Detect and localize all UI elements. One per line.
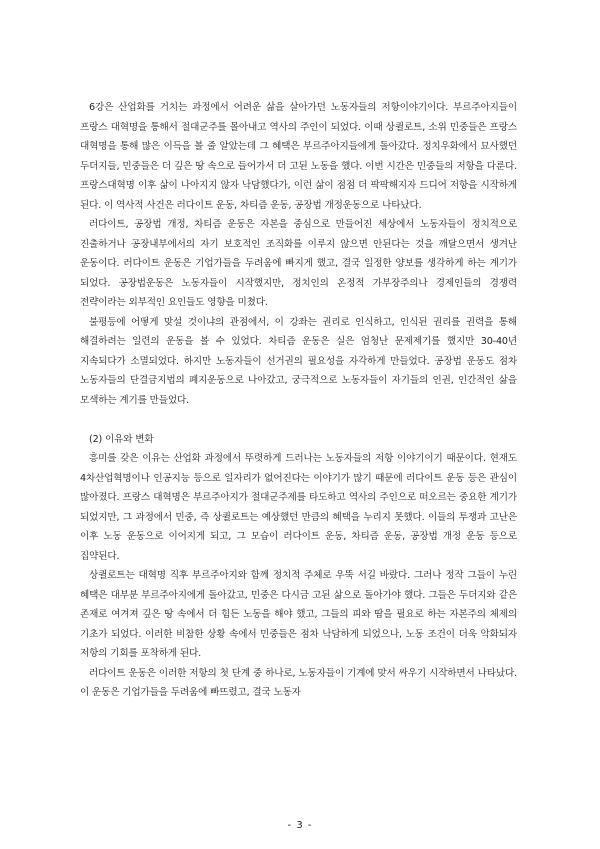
paragraph-gap: [80, 410, 517, 430]
page-number: - 3 -: [287, 820, 313, 831]
section-heading: (2) 이유와 변화: [89, 433, 154, 445]
body-paragraph: 6강은 산업화를 거치는 과정에서 어려운 삶을 살아가던 노동자들의 저항이야기이다. 부르주아지들이 프랑스 대혁명을 통해서 절대군주를 몰아내고 역사의 주인이 되었다. 이때 상퀼로트, 소위 민중들은 프랑스 대혁명을 통해 많은 이득을 볼 줄 알았는데 그 혜택은 부르주아지들에게 돌아갔다. 정치우화에서 묘사했던 두더지들, 민중들은 더 깊은 땅 속으로 들어가서 더 고된 노동을 했다. 이번 시간은 민중들의 저항을 다룬다. 프랑스대혁명 이후 삶이 나아지지 않자 낙담했다가, 이런 삶이 점점 더 팍팍해지자 드디어 저항을 시작하게 된다. 이 역사적 사건은 러다이트 운동, 차티즘 운동, 공장법 개정운동으로 나타났다.: [80, 102, 517, 211]
page-body: [80, 98, 517, 703]
body-paragraph: 러다이트 운동은 이러한 저항의 첫 단계 중 하나로, 노동자들이 기계에 맞서 싸우기 시작하면서 나타났다. 이 운동은 기업가들을 두려움에 빠뜨렸고, 결국 노동자: [80, 667, 517, 698]
body-paragraph: 흥미를 갖은 이유는 산업화 과정에서 뚜렷하게 드러나는 노동자들의 저항 이야기이기 때문이다. 현재도 4차산업혁명이나 인공지능 등으로 일자리가 없어진다는 이야기가 많기 때문에 러다이트 운동 등은 관심이 많아졌다. 프랑스 대혁명은 부르주아지가 절대군주제를 타도하고 역사의 주인으로 떠오르는 중요한 계기가 되었지만, 그 과정에서 민중, 즉 상퀼로트는 예상했던 만큼의 혜택을 누리지 못했다. 이들의 투쟁과 고난은 이후 노동 운동으로 이어지게 되고, 그 모습이 러다이트 운동, 차티즘 운동, 공장법 개정 운동 등으로 집약된다.: [80, 453, 517, 562]
body-paragraph: 상퀼로트는 대혁명 직후 부르주아지와 함께 정치적 주체로 우뚝 서길 바랐다. 그러나 정작 그들이 누린 혜택은 대부분 부르주아지에게 돌아갔고, 민중은 다시금 고된 삶으로 돌아가야 했다. 그들은 두더지와 같은 존재로 여겨져 깊은 땅 속에서 더 힘든 노동을 해야 했고, 그들의 피와 땀을 필요로 하는 자본주의 체제의 기초가 되었다. 이러한 비참한 상황 속에서 민중들은 점차 낙담하게 되었으나, 노동 조건이 더욱 악화되자 저항의 기회를 포착하게 된다.: [80, 570, 517, 659]
body-paragraph: 러다이트, 공장법 개정, 차티즘 운동은 자본을 중심으로 만들어진 세상에서 노동자들이 정치적으로 진출하거나 공장내부에서의 자기 보호적인 조직화를 이루지 않으면 안된다는 것을 깨달으면서 생겨난 운동이다. 러다이트 운동은 기업가들을 두려움에 빠지게 했고, 결국 일정한 양보를 생각하게 하는 계기가 되었다. 공장법운동은 노동자들이 시작했지만, 정치인의 온정적 가부장주의나 경제인들의 경쟁력 전략이라는 외부적인 요인들도 영향을 미쳤다.: [80, 219, 517, 308]
body-paragraph: 불평등에 어떻게 맞설 것이냐의 관점에서, 이 강좌는 권리로 인식하고, 인식된 권리를 권력을 통해 해결하려는 일련의 운동을 볼 수 있었다. 차티즘 운동은 실은 엄청난 문제제기를 했지만 30-40년 지속되다가 소멸되었다. 하지만 노동자들이 선거권의 필요성을 자각하게 만들었다. 공장법 운동도 점차 노동자들의 단결금지법의 폐지운동으로 나아갔고, 궁극적으로 노동자들이 자기들의 인권, 인간적인 삶을 모색하는 계기를 만들었다.: [80, 316, 517, 406]
